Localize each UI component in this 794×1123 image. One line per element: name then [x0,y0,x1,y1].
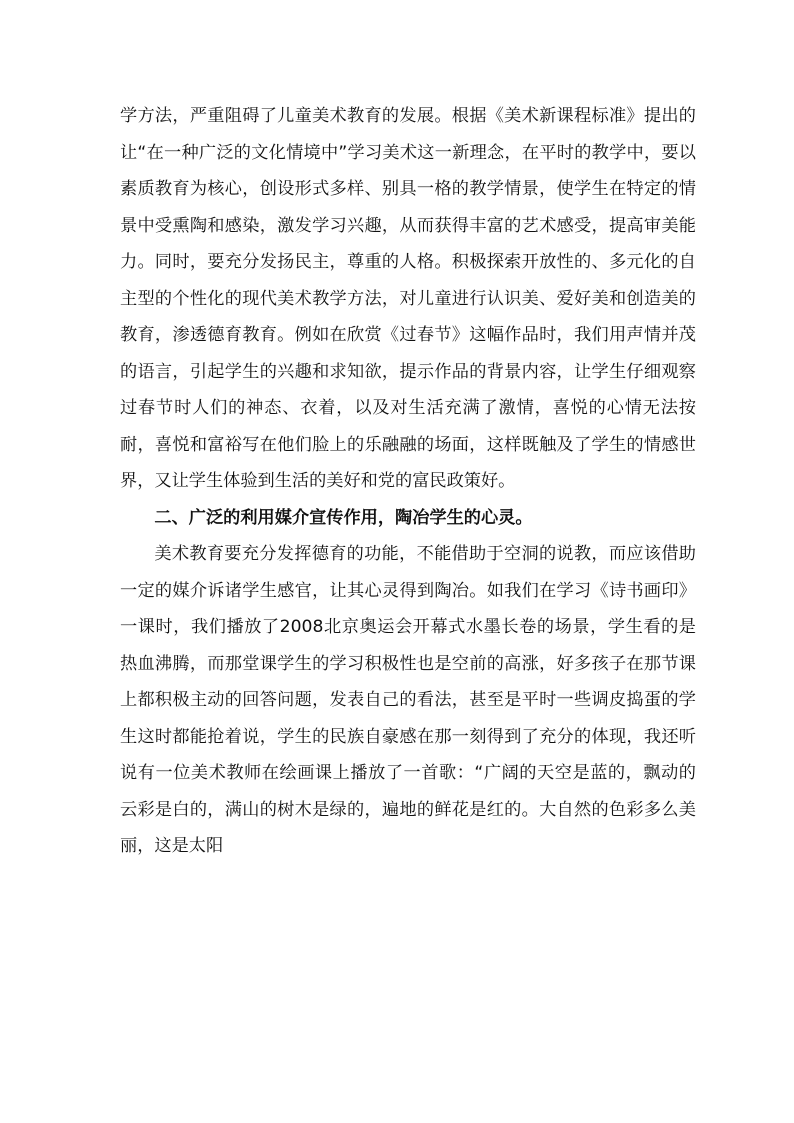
section-heading: 二、广泛的利用媒介宣传作用，陶冶学生的心灵。 [154,507,533,528]
paragraph-body: 美术教育要充分发挥德育的功能，不能借助于空洞的说教，而应该借助一定的媒介诉诸学生感官，让其心灵得到陶冶。如我们在学习《诗书画印》一课时，我们播放了2008北京奥运会开幕式水墨长卷的场景，学生看的是热血沸腾，而那堂课学生的学习积极性也是空前的高涨，好多孩子在那节课上都积极主动的回答问题，发表自己的看法，甚至是平时一些调皮捣蛋的学生这时都能抢着说，学生的民族自豪感在那一刻得到了充分的体现，我还听说有一位美术教师在绘画课上播放了一首歌：“广阔的天空是蓝的，飘动的云彩是白的，满山的树木是绿的，遍地的鲜花是红的。大自然的色彩多么美丽，这是太阳 [120,544,696,856]
document-body [120,98,696,865]
paragraph-continuation: 学方法，严重阻碍了儿童美术教育的发展。根据《美术新课程标准》提出的让“在一种广泛的文化情境中”学习美术这一新理念，在平时的教学中，要以素质教育为核心，创设形式多样、别具一格的教学情景，使学生在特定的情景中受熏陶和感染，激发学习兴趣，从而获得丰富的艺术感受，提高审美能力。同时，要充分发扬民主，尊重的人格。积极探索开放性的、多元化的自主型的个性化的现代美术教学方法，对儿童进行认识美、爱好美和创造美的教育，渗透德育教育。例如在欣赏《过春节》这幅作品时，我们用声情并茂的语言，引起学生的兴趣和求知欲，提示作品的背景内容，让学生仔细观察过春节时人们的神态、衣着，以及对生活充满了激情，喜悦的心情无法按耐，喜悦和富裕写在他们脸上的乐融融的场面，这样既触及了学生的情感世界，又让学生体验到生活的美好和党的富民政策好。 [120,106,696,491]
